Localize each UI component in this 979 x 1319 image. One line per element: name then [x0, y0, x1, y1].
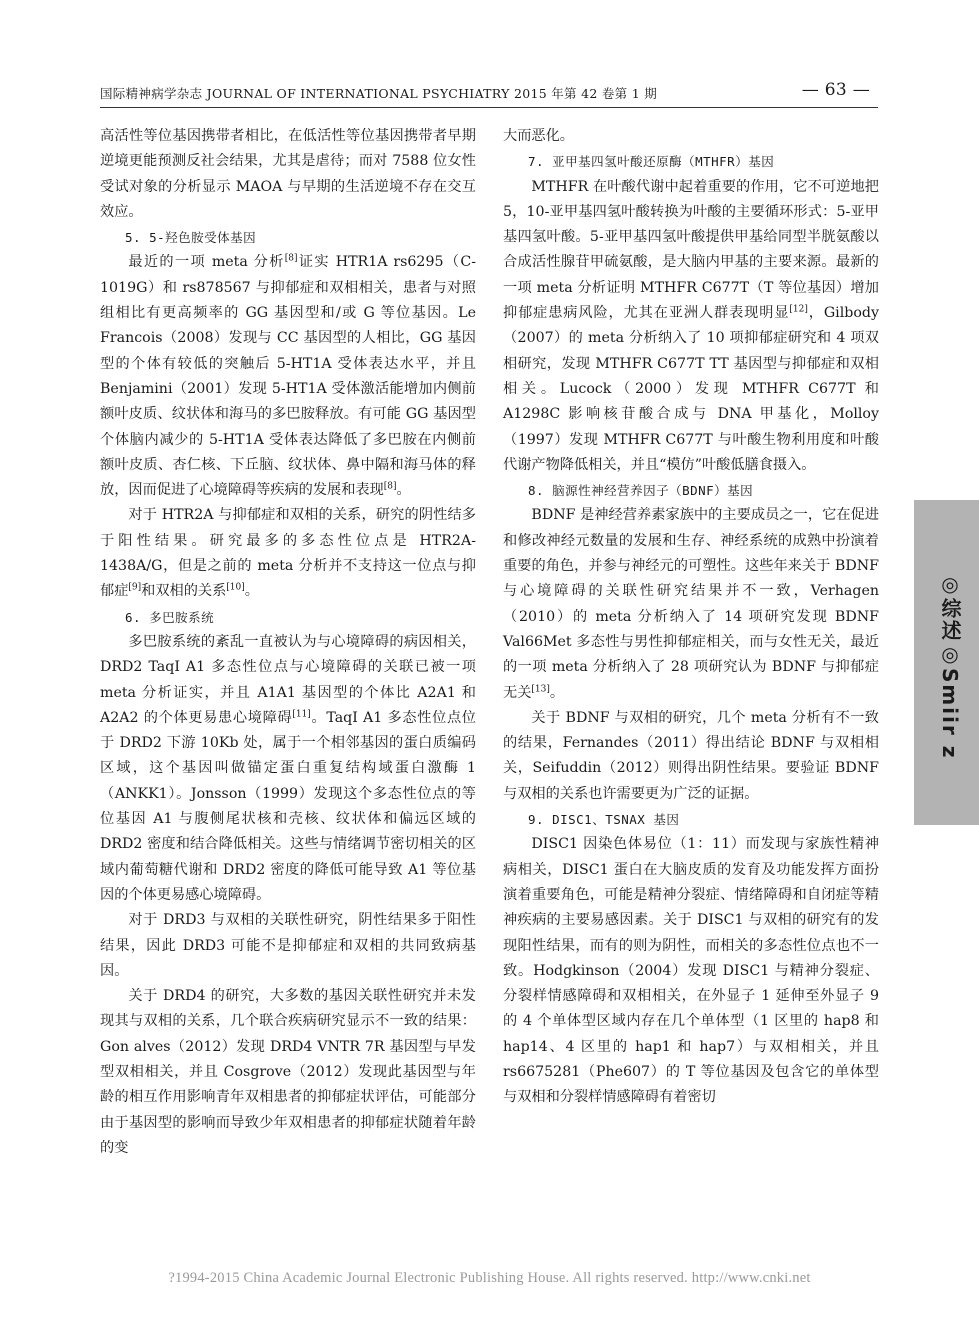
page-number: — 63 —	[801, 80, 870, 100]
journal-title: 国际精神病学杂志 JOURNAL OF INTERNATIONAL PSYCHIATRY 2015 年第 42 卷第 1 期	[100, 86, 658, 101]
citation[interactable]: [10]	[226, 582, 245, 593]
paragraph: BDNF 是神经营养素家族中的主要成员之一，它在促进和修改神经元数量的发展和生存、神经系统的成熟中扮演着重要的角色，并参与神经元的可塑性。这些年来关于 BDNF 与心境障碍的关联性研究结果并不一致，Verhagen（2010）的 meta 分析纳入了 14 项研究发现 BDNF Val66Met 多态性与男性抑郁症相关，而与女性无关，最近的一项 meta 分析纳入了 28 项研究认为 BDNF 与抑郁症无关[13]。	[503, 507, 879, 701]
paragraph: 多巴胺系统的紊乱一直被认为与心境障碍的病因相关，DRD2 TaqI A1 多态性位点与心境障碍的关联已被一项 meta 分析证实，并且 A1A1 基因型的个体比 A2A1 和 A2A2 的个体更易患心境障碍[11]。TaqI A1 多态性位点位于 DRD2 下游 10Kb 处，属于一个相邻基因的蛋白质编码区域，这个基因叫做锚定蛋白重复结构域蛋白激酶 1（ANKK1）。Jonsson（1999）发现这个多态性位点的等位基因 A1 与腹侧尾状核和壳核、纹状体和偏远区域的 DRD2 密度和结合降低相关。这些与情绪调节密切相关的区域内葡萄糖代谢和 DRD2 密度的降低可能导致 A1 等位基因的个体更易感心境障碍。	[100, 633, 476, 903]
citation[interactable]: [8]	[383, 481, 397, 492]
paragraph: DISC1 因染色体易位（1：11）而发现与家族性精神病相关，DISC1 蛋白在大脑皮质的发育及功能发挥方面扮演着重要角色，可能是精神分裂症、情绪障碍和自闭症等精神疾病的主要易感因素。关于 DISC1 与双相的研究有的发现阳性结果，而有的则为阴性，而相关的多态性位点也不一致。Hodgkinson（2004）发现 DISC1 与精神分裂症、分裂样情感障碍和双相相关，在外显子 1 延伸至外显子 9 的 4 个单体型区域内存在几个单体型（1 区里的 hap8 和 hap14、4 区里的 hap1 和 hap7）与双相相关，并且 rs6675281（Phe607）的 T 等位基因及包含它的单体型与双相和分裂样情感障碍有着密切	[503, 836, 879, 1106]
citation[interactable]: [12]	[789, 304, 808, 315]
citation[interactable]: [9]	[128, 582, 142, 593]
citation[interactable]: [8]	[284, 253, 298, 264]
citation[interactable]: [11]	[292, 709, 311, 720]
section-heading-8: 8. 脑源性神经营养因子（BDNF）基因	[528, 483, 754, 499]
section-heading-7: 7. 亚甲基四氢叶酸还原酶（MTHFR）基因	[528, 154, 775, 170]
section-heading-5: 5. 5-羟色胺受体基因	[125, 230, 257, 246]
copyright-footer: ?1994-2015 China Academic Journal Electronic Publishing House. All rights reserved. http://www.cnki.net	[168, 1270, 811, 1286]
paragraph: 对于 DRD3 与双相的关联性研究，阴性结果多于阳性结果，因此 DRD3 可能不是抑郁症和双相的共同致病基因。	[100, 912, 476, 979]
section-heading-9: 9. DISC1、TSNAX 基因	[528, 812, 680, 828]
paragraph: 高活性等位基因携带者相比，在低活性等位基因携带者早期逆境更能预测反社会结果，尤其是虐待；而对 7588 位女性受试对象的分析显示 MAOA 与早期的生活逆境不存在交互效应。	[100, 128, 476, 220]
citation[interactable]: [13]	[531, 683, 550, 694]
running-header	[100, 80, 870, 104]
header-rule	[100, 107, 878, 108]
paragraph: 关于 BDNF 与双相的研究，几个 meta 分析有不一致的结果，Fernandes（2011）得出结论 BDNF 与双相相关，Seifuddin（2012）则得出阴性结果。要验证 BDNF 与双相的关系也许需要更为广泛的证据。	[503, 709, 879, 802]
section-heading-6: 6. 多巴胺系统	[125, 609, 215, 625]
paragraph: 对于 HTR2A 与抑郁症和双相的关系，研究的阴性结多于阳性结果。研究最多的多态性位点是 HTR2A-1438A/G，但是之前的 meta 分析并不支持这一位点与抑郁症[9]和双相的关系[10]。	[100, 507, 476, 600]
paragraph: 大而恶化。	[503, 128, 574, 144]
left-column	[100, 124, 476, 1161]
paragraph: 最近的一项 meta 分析[8]证实 HTR1A rs6295（C-1019G）和 rs878567 与抑郁症和双相相关，患者与对照组相比有更高频率的 GG 基因型和/或 G 等位基因。Le Francois（2008）发现与 CC 基因型的人相比，GG 基因型的个体有较低的突触后 5-HT1A 受体表达水平，并且 Benjamini（2001）发现 5-HT1A 受体激活能增加内侧前额叶皮质、纹状体和海马的多巴胺释放。有可能 GG 基因型个体脑内减少的 5-HT1A 受体表达降低了多巴胺在内侧前额叶皮质、杏仁核、下丘脑、纹状体、鼻中隔和海马体的释放，因而促进了心境障碍等疾病的发展和表现[8]。	[100, 253, 476, 499]
paragraph: MTHFR 在叶酸代谢中起着重要的作用，它不可逆地把 5，10-亚甲基四氢叶酸转换为叶酸的主要循环形式：5-亚甲基四氢叶酸。5-亚甲基四氢叶酸提供甲基给同型半胱氨酸以合成活性腺苷甲硫氨酸，是大脑内甲基的主要来源。最新的一项 meta 分析证明 MTHFR C677T（T 等位基因）增加抑郁症患病风险，尤其在亚洲人群表现明显[12]，Gilbody（2007）的 meta 分析纳入了 10 项抑郁症研究和 4 项双相研究，发现 MTHFR C677T TT 基因型与抑郁症和双相相关。Lucock（2000）发现 MTHFR C677T 和 A1298C 影响核苷酸合成与 DNA 甲基化，Molloy（1997）发现 MTHFR C677T 与叶酸生物利用度和叶酸代谢产物降低相关，并且“模仿”叶酸低膳食摄入。	[503, 178, 879, 473]
section-side-tab	[914, 500, 979, 825]
paragraph: 关于 DRD4 的研究，大多数的基因关联性研究并未发现其与双相的关系，几个联合疾病研究显示不一致的结果：Gon alves（2012）发现 DRD4 VNTR 7R 基因型与早发型双相相关，并且 Cosgrove（2012）发现此基因型与年龄的相互作用影响青年双相患者的抑郁症状评估，可能部分由于基因型的影响而导致少年双相患者的抑郁症状随着年龄的变	[100, 988, 476, 1156]
side-tab-label: ◎综述◎Smiir z	[938, 572, 962, 760]
right-column	[503, 124, 879, 1111]
